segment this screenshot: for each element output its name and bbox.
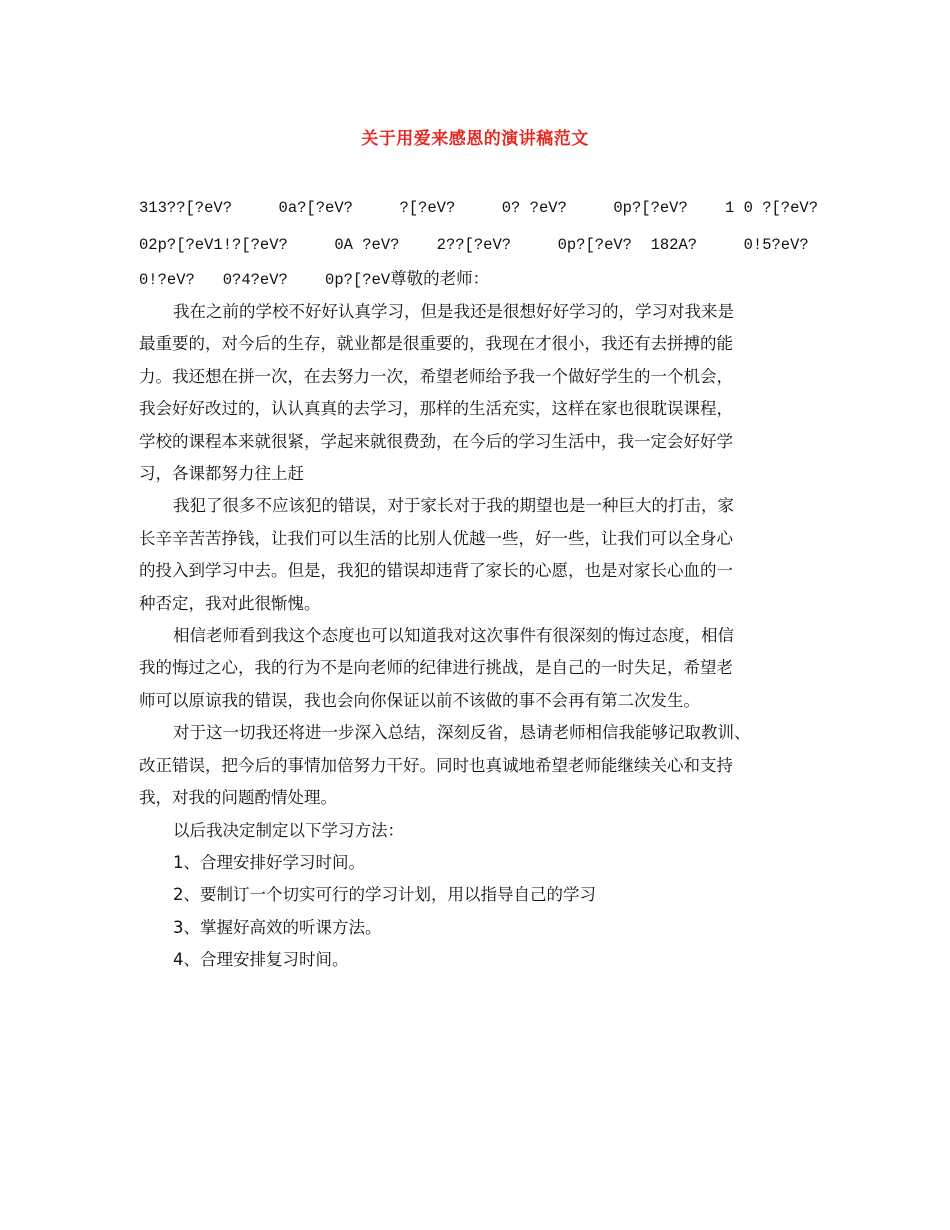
list-item-4 [139,944,819,976]
paragraph-line: 师可以原谅我的错误，我也会向你保证以前不该做的事不会再有第二次发生。 [139,690,700,710]
salutation: 尊敬的老师： [390,269,490,288]
list-item-text: 1、合理安排好学习时间。 [173,852,365,872]
paragraph-line: 我，对我的问题酌情处理。 [139,788,337,808]
paragraph-line: 改正错误，把今后的事情加倍努力干好。同时也真诚地希望老师能继续关心和支持 [139,755,733,775]
list-item-1 [139,847,819,879]
paragraph-5 [139,815,819,847]
paragraph-line: 习，各课都努力往上赶 [139,464,304,484]
paragraph-line: 长辛辛苦苦挣钱，让我们可以生活的比别人优越一些，好一些，让我们可以全身心 [139,528,733,548]
paragraph-line: 相信老师看到我这个态度也可以知道我对这次事件有很深刻的悔过态度，相信 [173,626,734,646]
paragraph-line: 我犯了很多不应该犯的错误，对于家长对于我的期望也是一种巨大的打击，家 [173,496,734,516]
paragraph-line: 我会好好改过的，认认真真的去学习，那样的生活充实，这样在家也很耽误课程， [139,399,733,419]
list-item-text: 3、掌握好高效的听课方法。 [173,917,382,937]
paragraph-line: 我在之前的学校不好好认真学习，但是我还是很想好好学习的，学习对我来是 [173,302,734,321]
list-item-text: 4、合理安排复习时间。 [173,950,349,970]
document-body [139,296,819,977]
list-item-text: 2、要制订一个切实可行的学习计划，用以指导自己的学习 [173,885,596,905]
list-item-2 [139,879,819,911]
paragraph-1 [139,296,819,490]
paragraph-line: 对于这一切我还将进一步深入总结，深刻反省，恳请老师相信我能够记取教训、 [173,723,751,743]
paragraph-line: 学校的课程本来就很紧，学起来就很费劲，在今后的学习生活中，我一定会好好学 [139,431,733,451]
paragraph-line: 以后我决定制定以下学习方法： [173,820,404,840]
document-title: 关于用爱来感恩的演讲稿范文 [361,129,589,149]
paragraph-line: 我的悔过之心，我的行为不是向老师的纪律进行挑战，是自己的一时失足，希望老 [139,658,733,678]
garbled-text-line-3 [139,269,819,290]
list-item-3 [139,912,819,944]
paragraph-line: 最重要的，对今后的生存，就业都是很重要的，我现在才很小，我还有去拼搏的能 [139,334,733,354]
garbled-text-line-3-prefix: 0!?eV? 0?4?eV? 0p?[?eV [139,271,391,289]
garbled-text-line-1: 313??[?eV? 0a?[?eV? ?[?eV? 0? ?eV? 0p?[?eV? 1 0 ?[?eV? [139,199,819,217]
paragraph-3 [139,620,819,717]
paragraph-4 [139,717,819,814]
paragraph-line: 的投入到学习中去。但是，我犯的错误却违背了家长的心愿，也是对家长心血的一 [139,561,733,581]
paragraph-2 [139,490,819,620]
paragraph-line: 种否定，我对此很惭愧。 [139,593,321,613]
garbled-text-line-2: 02p?[?eV1!?[?eV? 0A ?eV? 2??[?eV? 0p?[?eV? 182A? 0!5?eV? [139,236,809,254]
paragraph-line: 力。我还想在拼一次，在去努力一次，希望老师给予我一个做好学生的一个机会， [139,366,733,386]
